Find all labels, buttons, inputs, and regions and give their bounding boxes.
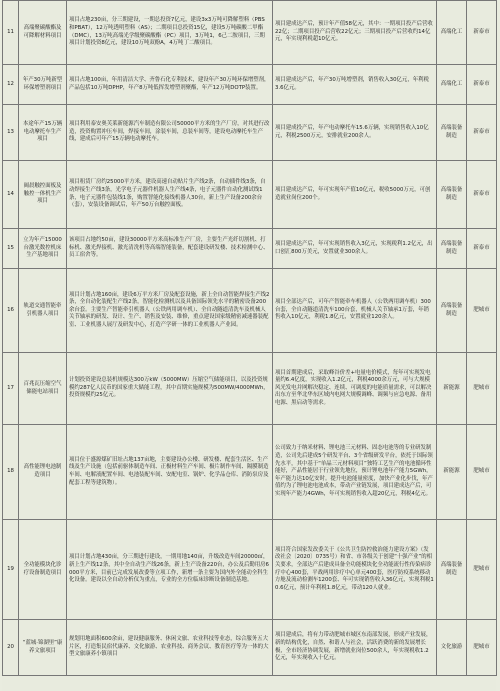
project-benefit: 项目建成后，将有力带动肥城市城区东南部发展，形成产业发展，新的结构优化，自然、和谐人与社会，活跃消费的新的发展增长极，全市经济协调发展，新增就业岗位500余人，年实现税收1.2亿元，年实现收入十亿元。 — [273, 620, 437, 676]
project-location: 新泰市 — [467, 229, 497, 269]
row-number: 18 — [3, 425, 19, 520]
project-benefit: 公司致力于纳米材料、锂电池三元材料、固态电池等的专业研发制造，公司先后建成5个研发平台、3个省级研发平台，依托于国际领先水平，其中基于“单晶三元材料项目”独特工艺生产的电池循环性能好，产品性能居于行业领先地位，预计锂电池年产能力5GWh，年产能力达10亿安时。提升电池能量密度，加快产业化步伐，年产值约为了锂电池电池成本，带动产业链发展，项目建成达产后，可实现年产能力4GWh，年可实现销售收入超20亿元，利税4亿元。 — [273, 425, 437, 520]
row-number: 14 — [3, 161, 19, 229]
table-row — [3, 520, 497, 620]
row-number: 17 — [3, 353, 19, 425]
project-benefit: 项目首期建成后，采取峰谷价差+电量电价模式，每年可实现发电量约6.4亿度，实现收入1.2亿元，利税4000余万元，可与大规模风光发电并网解决稳定、连续、可调度的电能质量需求，可以解决出东方至华北华东区域内电网大规模调峰、调频与应急电源、备用电源、黑启动等需求。 — [273, 353, 437, 425]
project-name: 高端聚碳酸酯及可降解材料项目 — [19, 1, 67, 65]
project-name: 本途年产15万辆电动摩托车生产项目 — [19, 105, 67, 161]
project-benefit: 项目建成达产后，预计年产值58亿元，其中：一期项目投产后营收22亿；二期项目投产后营收22亿元；三期项目投产后营收约14亿元，年实现利税超10亿元。 — [273, 1, 437, 65]
table-row — [3, 229, 497, 269]
project-name: 年产30万吨新型环保增塑剂项目 — [19, 65, 67, 105]
table-row — [3, 105, 497, 161]
project-content: 规划用地面积600余亩，建设健康服务、休闲文旅、农业科技等业态，综合服务五大片区，打造集民宿代康养、文化旅游、农业科技、商务会议、教育医疗等为一体的大型文旅康养小镇项目 — [67, 620, 273, 676]
industry-category: 高端化工 — [437, 65, 467, 105]
project-location: 肥城市 — [467, 353, 497, 425]
project-content: 该项目占地约50亩，建设30000平方米高标准生产厂房，主要生产光纤切割机、打标机、激光焊接机、激光清洗机等高端智能装备，配套建设研发楼、技术检测中心、员工宿舍等。 — [67, 229, 273, 269]
project-location: 肥城市 — [467, 269, 497, 353]
industry-category: 高端装备制造 — [437, 229, 467, 269]
row-number: 15 — [3, 229, 19, 269]
table-row — [3, 353, 497, 425]
table-row — [3, 65, 497, 105]
project-content: 项目占地230亩，分三期建设，一期总投资7亿元，建设3x3万吨可降解塑料（PBS和PBAT），12万吨透明塑料（AS）；二期项目总投资15亿，建设5万吨碳酸二甲酯（DMC），13万吨高端光学级聚碳酸酯（PC）项目，3万吨1，6己二胺项目，三期项目计划投资8亿元，建设10万吨双酚A，4万吨丁二酸项目。 — [67, 1, 273, 65]
project-location: 肥城市 — [467, 520, 497, 620]
project-name: 高性能锂电池制造项目 — [19, 425, 67, 520]
project-location: 新泰市 — [467, 105, 497, 161]
row-number: 16 — [3, 269, 19, 353]
document-page — [2, 0, 496, 691]
table-row — [3, 620, 497, 676]
project-content: 项目计划占地430亩，分三期进行建设，一期用地140亩，升级改造车间20000㎡，新上生产线12条，其中全自动生产线26条，新上生产设备220台，办公及后勤用房6000平方米，目前已完成发展改委等立项工作，新增一条主要为国内外全能动全科生化设备。建设以全自动分析仪为重点，专业的全方位临床诊断设备制造基地。 — [67, 520, 273, 620]
industry-category: 高端装备制造 — [437, 269, 467, 353]
row-number: 19 — [3, 520, 19, 620]
table-row — [3, 1, 497, 65]
industry-category: 新能源 — [437, 353, 467, 425]
row-number: 20 — [3, 620, 19, 676]
table-row — [3, 425, 497, 520]
row-number: 13 — [3, 105, 19, 161]
industry-category: 高端化工 — [437, 1, 467, 65]
project-name: 全功能模块化诊疗设备制造项目 — [19, 520, 67, 620]
table-row — [3, 269, 497, 353]
industry-category: 文化旅游 — [437, 620, 467, 676]
row-number: 12 — [3, 65, 19, 105]
project-benefit: 项目建成达产后，年产30万吨增塑剂，销售收入30亿元，年利税3.6亿元。 — [273, 65, 437, 105]
project-location: 肥城市 — [467, 425, 497, 520]
industry-category: 新能源 — [437, 425, 467, 520]
table-row — [3, 161, 497, 229]
project-benefit: 项目建成达产后，年可实现年产值10亿元，税收5000万元，可创造就业岗位200个。 — [273, 161, 437, 229]
project-benefit: 项目建成达产后，年可实现销售收入3亿元，实现税利1.2亿元，出口创汇800万美元，安置就业300余人。 — [273, 229, 437, 269]
row-number: 11 — [3, 1, 19, 65]
industry-category: 高端装备制造 — [437, 520, 467, 620]
project-benefit: 项目符合国家发改委关于《公共卫生防控救治能力建设方案》（发改社会〔2020〕0735号）和省、市各级关于创建“十强产业”的相关要求，全部达产后建成具备全功能模块化全功能流行性传染病诊疗中心400套，平战两用诊疗中心单元400套，医疗防疫系统移动方舱及流动检测车1200套、年可实现销售收入36亿元，实现利税10.6亿元，预计年利税1.8亿元，带动120人就业。 — [273, 520, 437, 620]
project-content: 计划投资建设总装机规模达300万kW（5000MW）压缩空气储能项目，以及投资规模约287亿人民币的国家重大储能工程，其中首期实施规模为500MW/4000MWh，投资规模约25亿元。 — [67, 353, 273, 425]
project-location: 新泰市 — [467, 65, 497, 105]
project-content: 项目租赁厂房约25000平方米，建设高速自动贴片生产线2条，自动插件线3条，自动焊接生产线3条，光学电子元器件机器人生产线4条，电子元器件自动化测试线1条，电子元器件包装线1条，购置智能化接线机器人30台，新上生产设备200余台（套），安装设备调试后，年产50万台触控面板。 — [67, 161, 273, 229]
projects-table — [2, 0, 497, 676]
project-location: 肥城市 — [467, 620, 497, 676]
project-content: 项目占地100亩，年用清洁大学、齐鲁石化专利技术，建设年产30万吨环保增塑剂，产品包括10万吨DPHP，年产8万吨低挥发增塑剂聚酯，年产12万吨DOTP装置。 — [67, 65, 273, 105]
industry-category: 高端装备制造 — [437, 161, 467, 229]
project-name: 阔晨触控面板及触控一体机生产项目 — [19, 161, 67, 229]
industry-category: 高端装备制造 — [437, 105, 467, 161]
project-content: 项目计划占地160亩，建设6万平方米厂房及配套设施，新上全自动智能焊接生产线2条，全自动化装配生产线2条，智能化检测机以及具备国际领先水平的精密设备200余台套。主要生产智能牵引机器人（公铁两用调车机）、全自动隧道清洗车及机械人关节轴承的研发、设计、生产、销售及安装、维修，重点建设国家级精密减速器装配室、工业机器人展厅及研发中心，打造产学研一体的工业机器人产业园。 — [67, 269, 273, 353]
project-name: “蓝城·锦湖里”康养文旅项目 — [19, 620, 67, 676]
project-name: 轨道交通智能牵引机器人项目 — [19, 269, 67, 353]
project-name: 百兆瓦压缩空气储能电站项目 — [19, 353, 67, 425]
project-name: 立为年产15000台激光数控机床生产基地项目 — [19, 229, 67, 269]
project-content: 项目位于盛源煤矿旧址占地137亩地，主要建设办公楼、研发楼、配套生活区、生产线及生产设施（包括前驱体制造车间、正极材料生产车间、极片制作车间、隔膜制造车间、电解液配置车间、电池装配车间、安配电室、锅炉、化学品仓库、消防泵房及配套工程等建筑物）。 — [67, 425, 273, 520]
project-benefit: 项目全部达产后，可年产智能牵车机器人（公铁两用调车机）300台套，全自动隧道清洗车100台套，机械人关节轴承1万套，年销售收入10亿元，利税1.8亿元，安置就业120余人。 — [273, 269, 437, 353]
project-location: 新泰市 — [467, 161, 497, 229]
project-benefit: 项目建成投产后，年产电动摩托车15.6万辆，实现销售收入10亿元，利税2500万元，安排就业200余人。 — [273, 105, 437, 161]
project-location: 新泰市 — [467, 1, 497, 65]
project-content: 项目利用泰安奥芙莱新能源汽车制造有限公司50000平方米的生产厂房，对其进行改造，投资购置冲压车间，焊接车间，涂装车间，总装车间等，建设电动摩托车生产线，建成后可年产15万辆电动摩托车。 — [67, 105, 273, 161]
